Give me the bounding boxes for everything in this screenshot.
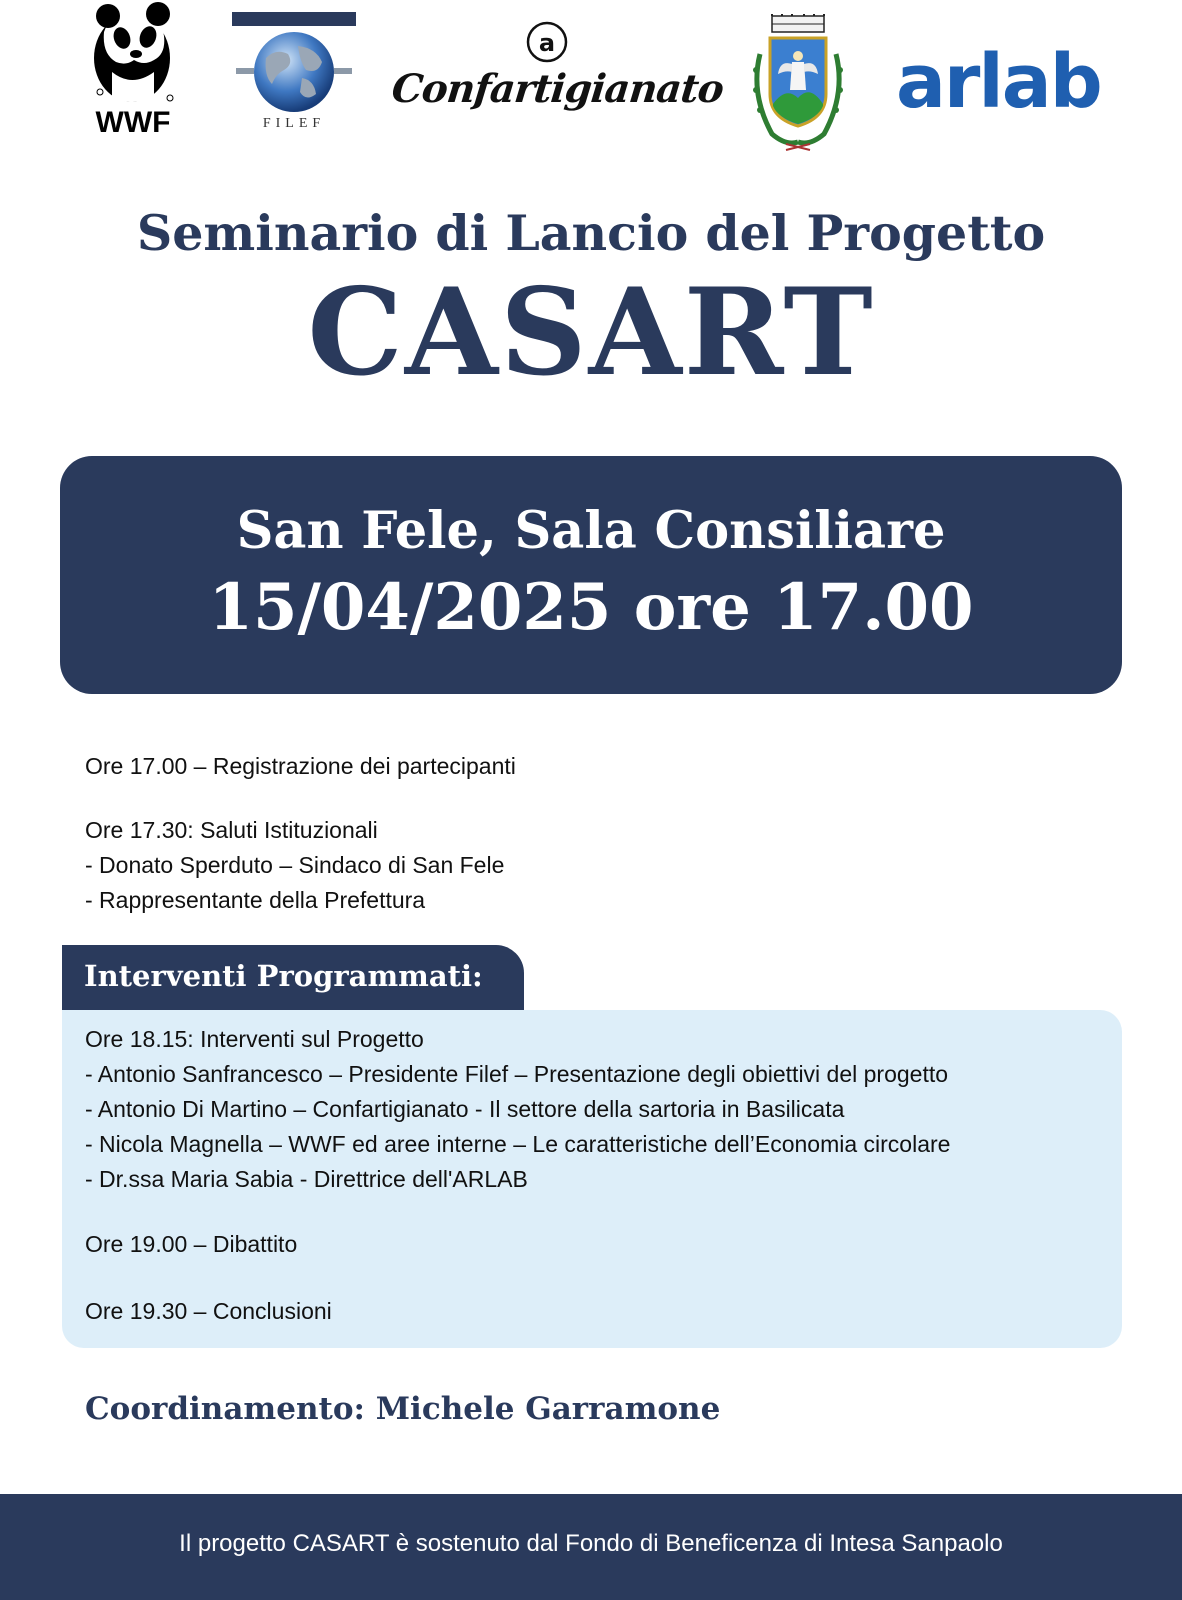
programme-line: Ore 19.00 – Dibattito [85, 1231, 298, 1257]
event-title: CASART [307, 262, 875, 403]
interventi-debate [85, 1227, 297, 1262]
venue-panel [60, 456, 1122, 694]
programme-line: - Antonio Di Martino – Confartigianato - Il settore della sartoria in Basilicata [85, 1096, 845, 1122]
comune-crest-logo [742, 14, 854, 154]
wwf-logo [82, 2, 184, 138]
interventi-heading: Interventi Programmati: [84, 959, 483, 993]
programme-line: - Antonio Sanfrancesco – Presidente Filef – Presentazione degli obiettivi del progetto [85, 1061, 949, 1087]
programme-opening [85, 749, 516, 784]
arlab-logo [896, 39, 1101, 125]
globe-icon [232, 12, 356, 116]
venue-datetime: 15/04/2025 ore 17.00 [208, 570, 974, 645]
programme-line: Ore 17.30: Saluti Istituzionali [85, 817, 378, 843]
programme-line: - Nicola Magnella – WWF ed aree interne – Le caratteristiche dell’Economia circolare [85, 1131, 951, 1157]
coordination-credit: Coordinamento: Michele Garramone [85, 1391, 721, 1427]
confartigianato-logo-text: Confartigianato [389, 66, 726, 112]
confartigianato-logo [389, 18, 726, 128]
event-subtitle: Seminario di Lancio del Progetto [136, 204, 1046, 262]
programme-line: - Dr.ssa Maria Sabia - Direttrice dell'ARLAB [85, 1166, 528, 1192]
venue-place: San Fele, Sala Consiliare [236, 501, 946, 561]
municipal-crest-icon [742, 14, 854, 154]
programme-line: - Donato Sperduto – Sindaco di San Fele [85, 852, 505, 878]
footer-text: Il progetto CASART è sostenuto dal Fondo di Beneficenza di Intesa Sanpaolo [179, 1530, 1003, 1557]
interventi-heading-tab [62, 945, 524, 1011]
footer-bar [0, 1494, 1182, 1600]
svg-text:a: a [538, 29, 556, 57]
programme-line: Ore 17.00 – Registrazione dei partecipanti [85, 753, 516, 779]
interventi-conclusions [85, 1294, 332, 1329]
arlab-logo-text: arlab [896, 39, 1101, 125]
filef-logo-text: FILEF [262, 116, 326, 131]
logo-bar [0, 0, 1182, 160]
interventi-block [85, 1022, 950, 1197]
programme-greetings [85, 813, 504, 918]
programme-line: - Rappresentante della Prefettura [85, 887, 426, 913]
programme-line: Ore 19.30 – Conclusioni [85, 1298, 332, 1324]
panda-icon [82, 2, 184, 106]
wwf-logo-text: WWF [95, 106, 171, 139]
at-sign-icon [392, 18, 702, 68]
filef-logo [232, 12, 356, 134]
programme-line: Ore 18.15: Interventi sul Progetto [85, 1026, 424, 1052]
